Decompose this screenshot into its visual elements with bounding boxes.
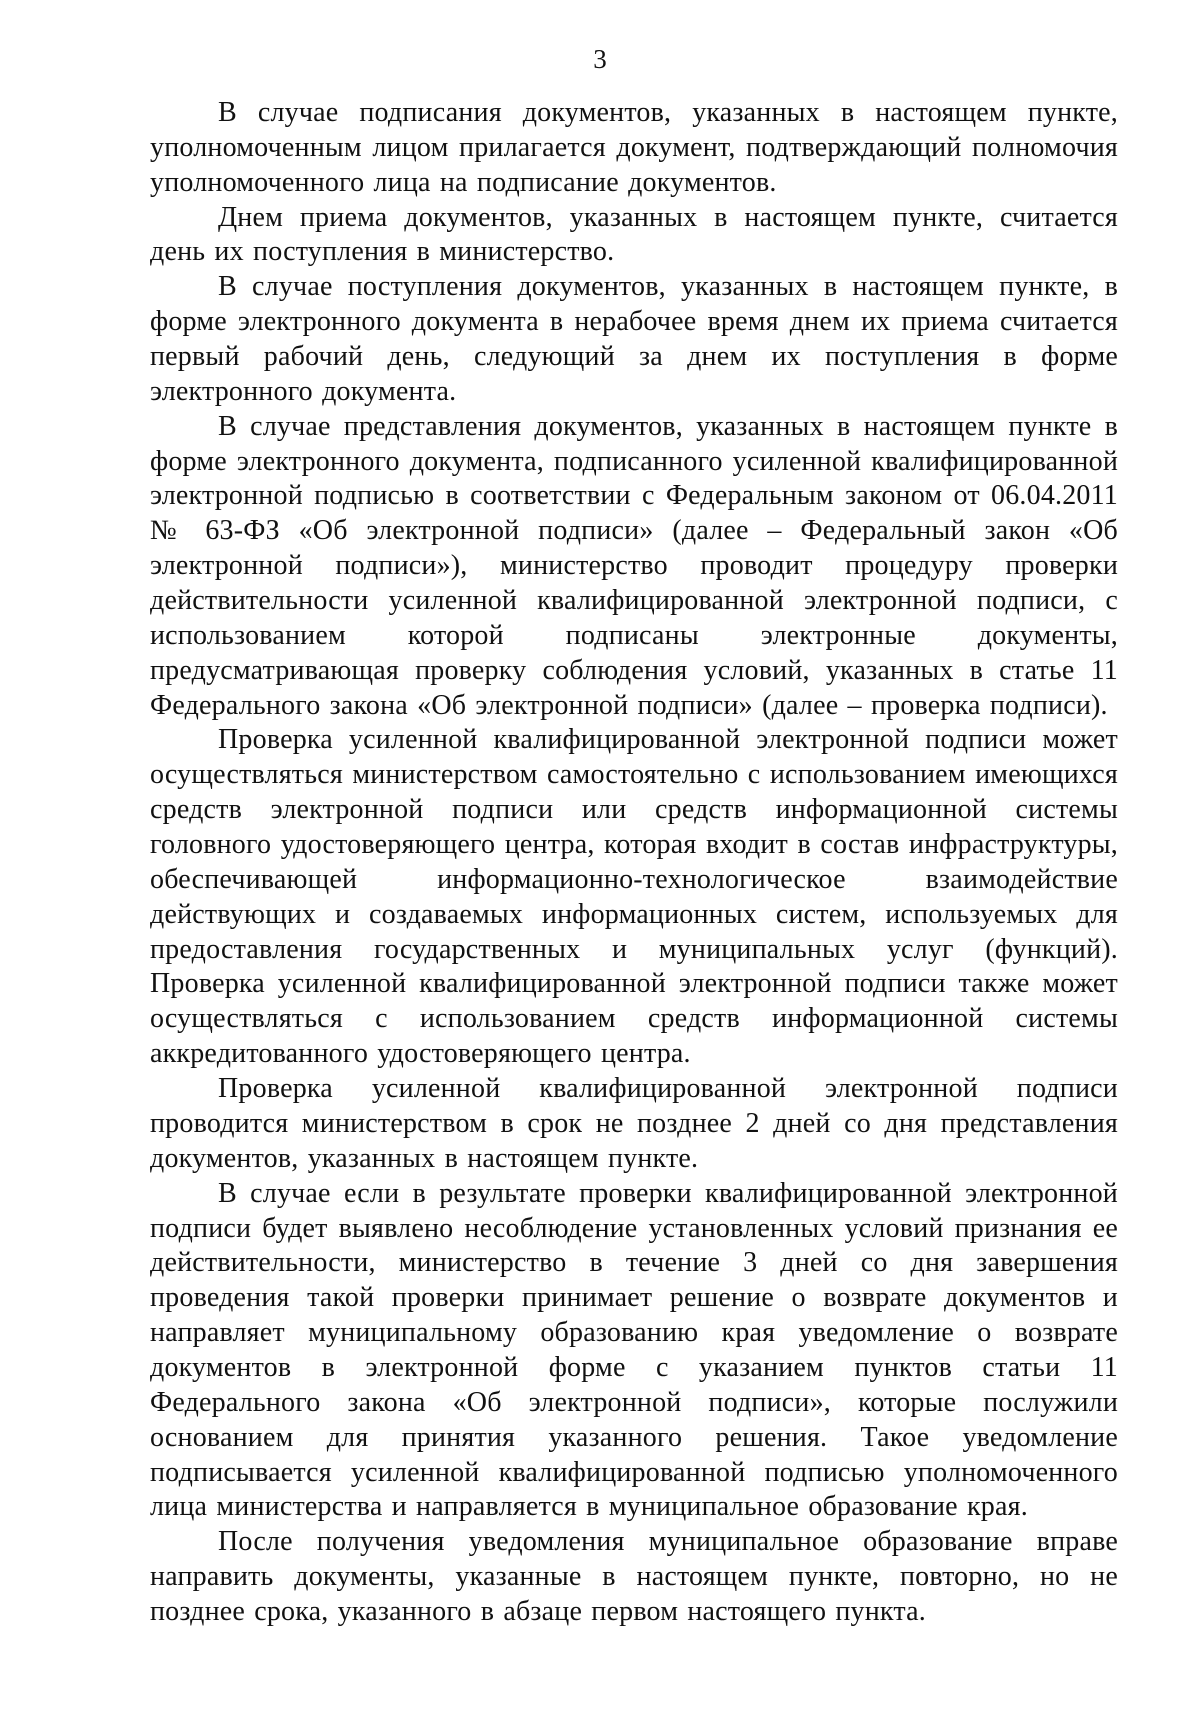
paragraph: В случае если в результате проверки квалифицированной электронной подписи будет выявлено несоблюдение установленных условий признания ее действительности, министерство в течение 3 дней со дня завершения проведения такой проверки принимает решение о возврате документов и направляет муниципальному образованию края уведомление о возврате документов в электронной форме с указанием пунктов статьи 11 Федерального закона «Об электронной подписи», которые послужили основанием для принятия указанного решения. Такое уведомление подписывается усиленной квалифицированной подписью уполномоченного лица министерства и направляется в муниципальное образование края. [150,1177,1118,1523]
page-number: 3 [593,44,607,74]
paragraph: После получения уведомления муниципальное образование вправе направить документы, указанные в настоящем пункте, повторно, но не позднее срока, указанного в абзаце первом настоящего пункта. [150,1526,1118,1627]
paragraph: Проверка усиленной квалифицированной электронной подписи проводится министерством в срок не позднее 2 дней со дня представления документов, указанных в настоящем пункте. [150,1073,1118,1174]
paragraph: Днем приема документов, указанных в настоящем пункте, считается день их поступления в министерство. [150,201,1118,268]
paragraph: В случае представления документов, указанных в настоящем пункте в форме электронного документа, подписанного усиленной квалифицированной электронной подписью в соответствии с Федеральным законом от 06.04.2011 № 63-ФЗ «Об электронной подписи» (далее – Федеральный закон «Об электронной подписи»), министерство проводит процедуру проверки действительности усиленной квалифицированной электронной подписи, с использованием которой подписаны электронные документы, предусматривающая проверку соблюдения условий, указанных в статье 11 Федерального закона «Об электронной подписи» (далее – проверка подписи). [150,410,1118,721]
paragraph: Проверка усиленной квалифицированной электронной подписи может осуществляться министерством самостоятельно с использованием имеющихся средств электронной подписи или средств информационной системы головного удостоверяющего центра, которая входит в состав инфраструктуры, обеспечивающей информационно-технологическое взаимодействие действующих и создаваемых информационных систем, используемых для предоставления государственных и муниципальных услуг (функций). Проверка усиленной квалифицированной электронной подписи также может осуществляться с использованием средств информационной системы аккредитованного удостоверяющего центра. [150,724,1118,1070]
paragraph: В случае подписания документов, указанных в настоящем пункте, уполномоченным лицом прилагается документ, подтверждающий полномочия уполномоченного лица на подписание документов. [150,97,1118,198]
paragraph: В случае поступления документов, указанных в настоящем пункте, в форме электронного документа в нерабочее время днем их приема считается первый рабочий день, следующий за днем их поступления в форме электронного документа. [150,271,1118,407]
document-body [150,96,1118,1630]
